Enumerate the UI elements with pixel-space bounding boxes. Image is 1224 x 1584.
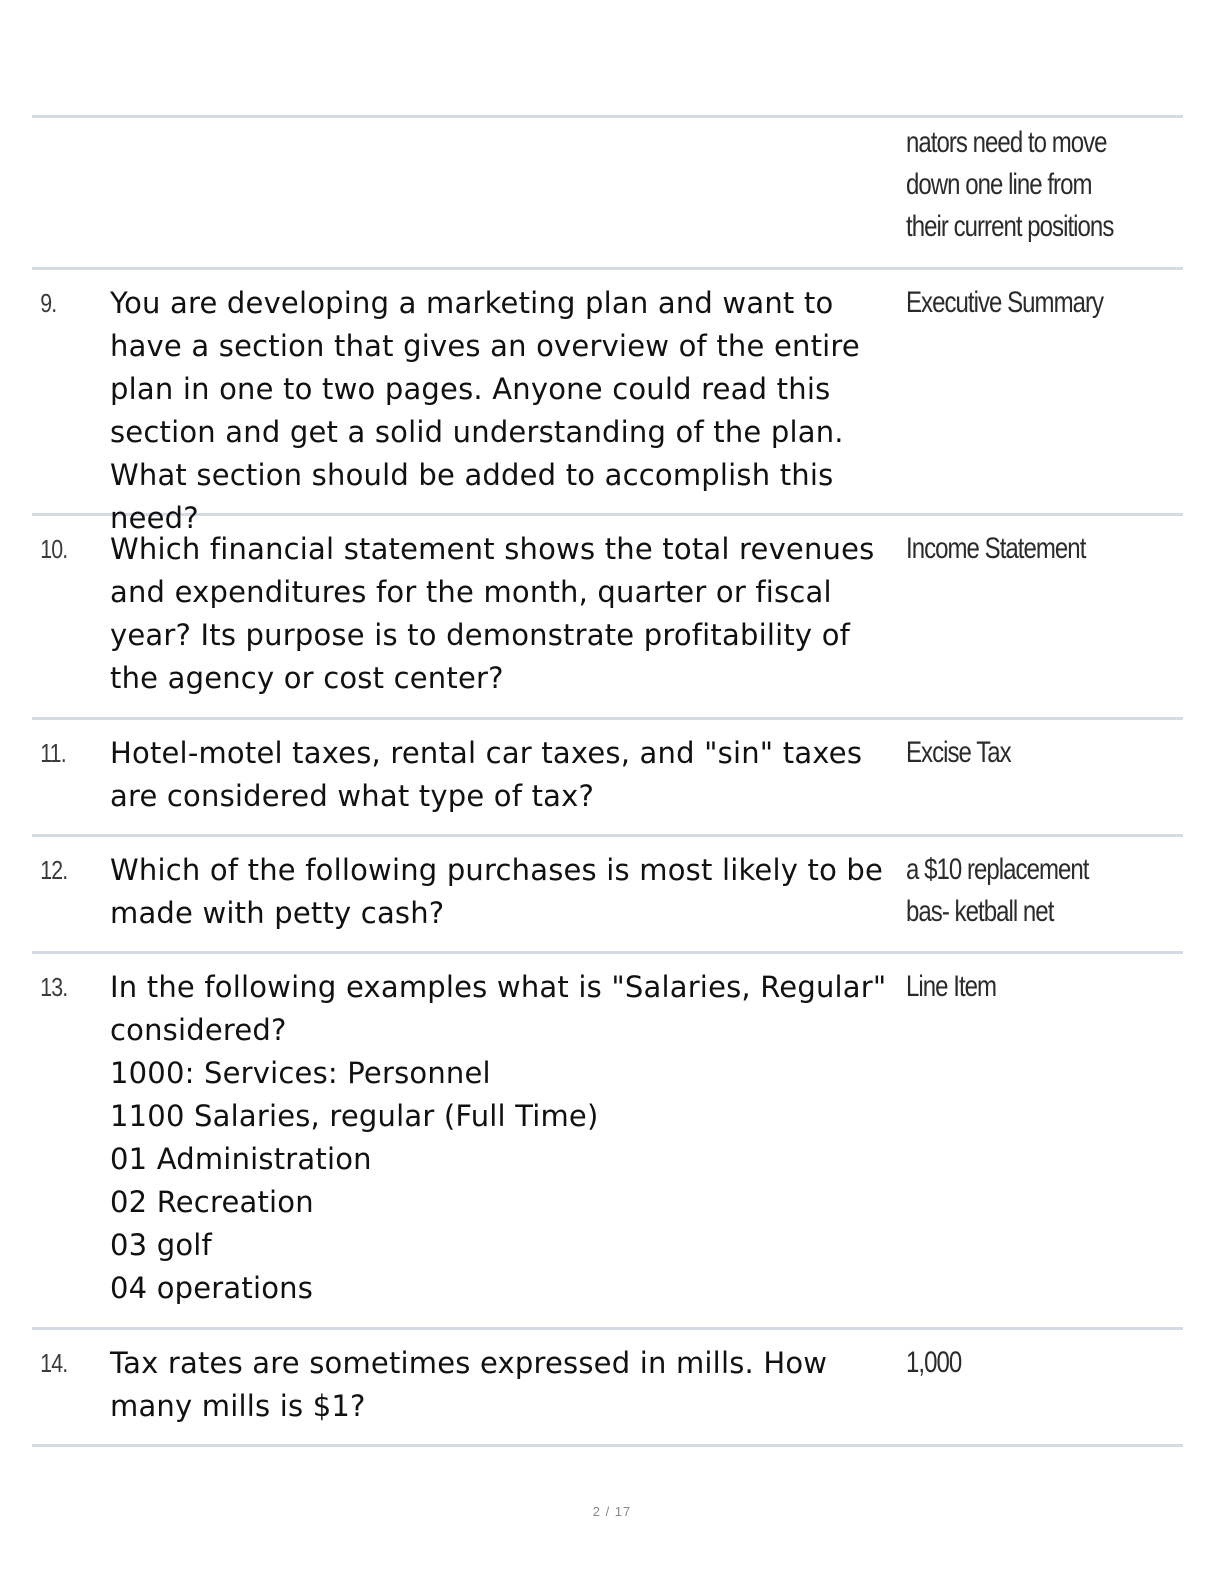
question-text: In the following examples what is "Salaries, Regular" considered? 1000: Services: Personnel 1100 Salaries, regular (Full Time) 01 Administration 02 Recreation 03 golf 04 operations [110, 970, 887, 1305]
answer-text: Income Statement [906, 532, 1086, 565]
question-text: Which financial statement shows the total revenues and expenditures for the month, quarter or fiscal year? Its purpose is to demonstrate profitability of the agency or cost center? [110, 532, 875, 695]
question-text: You are developing a marketing plan and want to have a section that gives an overview of the entire plan in one to two pages. Anyone could read this section and get a solid understanding of the plan. What section should be added to accomplish this need? [110, 286, 860, 535]
item-number: 11. [40, 738, 66, 768]
item-number: 10. [40, 534, 68, 564]
item-number: 12. [40, 855, 68, 885]
answer-text: Line Item [906, 970, 997, 1003]
item-number: 13. [40, 972, 68, 1002]
answer-text: nators need to move down one line from their current positions [906, 126, 1114, 243]
answer-text: 1,000 [906, 1346, 962, 1379]
table-row [32, 513, 1183, 717]
answer-text: Excise Tax [906, 736, 1011, 769]
item-number: 9. [40, 288, 57, 318]
flashcard-table [32, 115, 1183, 1447]
question-text: Hotel-motel taxes, rental car taxes, and "sin" taxes are considered what type of tax? [110, 736, 863, 813]
question-text: Tax rates are sometimes expressed in mills. How many mills is $1? [110, 1346, 828, 1423]
table-row [32, 115, 1183, 267]
table-row [32, 834, 1183, 951]
table-row [32, 1327, 1183, 1447]
table-row [32, 717, 1183, 834]
answer-text: Executive Summary [906, 286, 1104, 319]
table-row [32, 951, 1183, 1327]
answer-text: a $10 replacement bas- ketball net [906, 853, 1089, 928]
page-indicator: 2 / 17 [592, 1504, 632, 1519]
question-text: Which of the following purchases is most likely to be made with petty cash? [110, 853, 884, 930]
item-number: 14. [40, 1348, 68, 1378]
table-row [32, 267, 1183, 535]
